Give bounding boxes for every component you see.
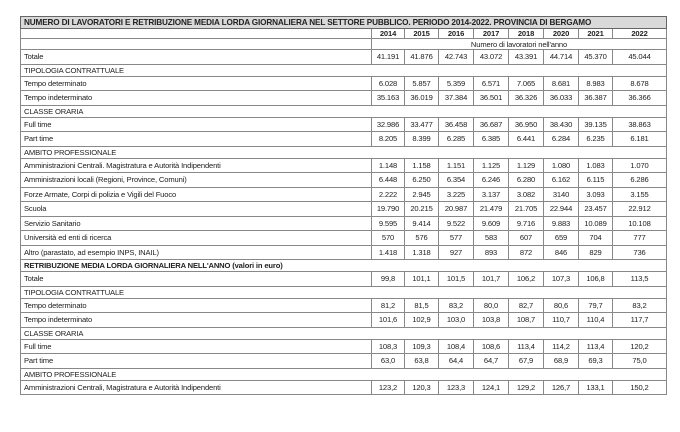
value-cell-2020: 68,9 — [544, 354, 579, 369]
table-row — [21, 50, 667, 65]
value-cell-2015: 8.399 — [405, 132, 439, 147]
value-cell-2017: 80,0 — [474, 298, 509, 313]
value-cell-2017: 893 — [474, 245, 509, 260]
value-cell-2021: 1.083 — [579, 158, 613, 173]
value-cell-2016: 20.987 — [439, 202, 474, 217]
row-label: Tempo indeterminato — [21, 313, 372, 328]
public-sector-workers-table — [20, 16, 667, 395]
value-cell-2020: 114,2 — [544, 339, 579, 354]
value-cell-2022: 150,2 — [613, 380, 667, 395]
value-cell-2022: 83,2 — [613, 298, 667, 313]
value-cell-2020: 659 — [544, 231, 579, 246]
row-label: Tempo determinato — [21, 298, 372, 313]
value-cell-2014: 99,8 — [372, 272, 405, 287]
value-cell-2016: 123,3 — [439, 380, 474, 395]
table-row — [21, 173, 667, 188]
value-cell-2015: 576 — [405, 231, 439, 246]
value-cell-2020: 36.033 — [544, 91, 579, 106]
value-cell-2014: 570 — [372, 231, 405, 246]
value-cell-2020: 110,7 — [544, 313, 579, 328]
value-cell-2017: 583 — [474, 231, 509, 246]
value-cell-2022: 3.155 — [613, 187, 667, 202]
value-cell-2018: 3.082 — [509, 187, 544, 202]
value-cell-2014: 9.595 — [372, 216, 405, 231]
wage-section-header-row — [21, 260, 667, 272]
value-cell-2018: 108,7 — [509, 313, 544, 328]
value-cell-2020: 9.883 — [544, 216, 579, 231]
value-cell-2016: 103,0 — [439, 313, 474, 328]
value-cell-2016: 6.285 — [439, 132, 474, 147]
value-cell-2017: 108,6 — [474, 339, 509, 354]
value-cell-2018: 36.326 — [509, 91, 544, 106]
value-cell-2020: 22.944 — [544, 202, 579, 217]
value-cell-2017: 6.571 — [474, 76, 509, 91]
value-cell-2021: 110,4 — [579, 313, 613, 328]
table-row — [21, 380, 667, 395]
value-cell-2021: 8.983 — [579, 76, 613, 91]
value-cell-2014: 81,2 — [372, 298, 405, 313]
value-cell-2014: 41.191 — [372, 50, 405, 65]
value-cell-2022: 8.678 — [613, 76, 667, 91]
value-cell-2022: 117,7 — [613, 313, 667, 328]
value-cell-2017: 36.501 — [474, 91, 509, 106]
value-cell-2022: 113,5 — [613, 272, 667, 287]
value-cell-2017: 9.609 — [474, 216, 509, 231]
value-cell-2018: 9.716 — [509, 216, 544, 231]
wage-header-unit: (valori in euro) — [232, 261, 283, 270]
table-row — [21, 231, 667, 246]
value-cell-2014: 123,2 — [372, 380, 405, 395]
value-cell-2018: 6.280 — [509, 173, 544, 188]
value-cell-2015: 33.477 — [405, 117, 439, 132]
section-label: AMBITO PROFESSIONALE — [21, 368, 667, 380]
value-cell-2018: 129,2 — [509, 380, 544, 395]
workers-subtitle-row — [21, 39, 667, 50]
value-cell-2021: 36.387 — [579, 91, 613, 106]
row-label: Forze Armate, Corpi di polizia e Vigili del Fuoco — [21, 187, 372, 202]
value-cell-2022: 38.863 — [613, 117, 667, 132]
value-cell-2018: 106,2 — [509, 272, 544, 287]
value-cell-2018: 82,7 — [509, 298, 544, 313]
row-label: Totale — [21, 50, 372, 65]
row-label: Full time — [21, 117, 372, 132]
value-cell-2016: 9.522 — [439, 216, 474, 231]
value-cell-2018: 872 — [509, 245, 544, 260]
value-cell-2022: 120,2 — [613, 339, 667, 354]
row-label: Amministrazioni locali (Regioni, Province, Comuni) — [21, 173, 372, 188]
value-cell-2014: 8.205 — [372, 132, 405, 147]
year-header-2017: 2017 — [474, 29, 509, 39]
row-label: Totale — [21, 272, 372, 287]
value-cell-2018: 36.950 — [509, 117, 544, 132]
value-cell-2021: 704 — [579, 231, 613, 246]
value-cell-2020: 107,3 — [544, 272, 579, 287]
table-row — [21, 132, 667, 147]
wage-header-title: RETRIBUZIONE MEDIA LORDA GIORNALIERA NELL'ANNO — [24, 261, 231, 270]
row-label: Scuola — [21, 202, 372, 217]
year-header-2016: 2016 — [439, 29, 474, 39]
value-cell-2018: 43.391 — [509, 50, 544, 65]
table-row — [21, 158, 667, 173]
value-cell-2022: 36.366 — [613, 91, 667, 106]
value-cell-2020: 6.284 — [544, 132, 579, 147]
value-cell-2014: 35.163 — [372, 91, 405, 106]
value-cell-2014: 32.986 — [372, 117, 405, 132]
section-header-row — [21, 286, 667, 298]
value-cell-2022: 6.286 — [613, 173, 667, 188]
value-cell-2020: 44.714 — [544, 50, 579, 65]
year-header-2022: 2022 — [613, 29, 667, 39]
table-row — [21, 245, 667, 260]
value-cell-2016: 5.359 — [439, 76, 474, 91]
year-header-row — [21, 29, 667, 39]
table-row — [21, 91, 667, 106]
table-row — [21, 216, 667, 231]
value-cell-2021: 45.370 — [579, 50, 613, 65]
row-label: Amministrazioni Centrali. Magistratura e Autorità Indipendenti — [21, 158, 372, 173]
table-row — [21, 272, 667, 287]
value-cell-2021: 69,3 — [579, 354, 613, 369]
value-cell-2021: 6.115 — [579, 173, 613, 188]
value-cell-2017: 103,8 — [474, 313, 509, 328]
value-cell-2014: 1.418 — [372, 245, 405, 260]
value-cell-2018: 67,9 — [509, 354, 544, 369]
value-cell-2015: 102,9 — [405, 313, 439, 328]
value-cell-2016: 108,4 — [439, 339, 474, 354]
value-cell-2016: 927 — [439, 245, 474, 260]
value-cell-2015: 1.158 — [405, 158, 439, 173]
value-cell-2020: 6.162 — [544, 173, 579, 188]
value-cell-2020: 80,6 — [544, 298, 579, 313]
row-label: Altro (parastato, ad esempio INPS, INAIL) — [21, 245, 372, 260]
value-cell-2016: 3.225 — [439, 187, 474, 202]
value-cell-2015: 9.414 — [405, 216, 439, 231]
year-header-2020: 2020 — [544, 29, 579, 39]
value-cell-2016: 37.384 — [439, 91, 474, 106]
value-cell-2021: 133,1 — [579, 380, 613, 395]
value-cell-2022: 6.181 — [613, 132, 667, 147]
section-label: AMBITO PROFESSIONALE — [21, 146, 667, 158]
year-header-2014: 2014 — [372, 29, 405, 39]
value-cell-2021: 79,7 — [579, 298, 613, 313]
table-row — [21, 313, 667, 328]
table-title: NUMERO DI LAVORATORI E RETRIBUZIONE MEDIA LORDA GIORNALIERA NEL SETTORE PUBBLICO. PERIODO 2014-2022. PROVINCIA DI BERGAMO — [21, 17, 667, 29]
year-header-2021: 2021 — [579, 29, 613, 39]
section-header-row — [21, 368, 667, 380]
table-row — [21, 117, 667, 132]
value-cell-2015: 1.318 — [405, 245, 439, 260]
row-label: Tempo indeterminato — [21, 91, 372, 106]
value-cell-2018: 607 — [509, 231, 544, 246]
wage-section-header — [21, 260, 667, 272]
value-cell-2022: 45.044 — [613, 50, 667, 65]
value-cell-2021: 10.089 — [579, 216, 613, 231]
value-cell-2015: 6.250 — [405, 173, 439, 188]
value-cell-2022: 1.070 — [613, 158, 667, 173]
table-row — [21, 187, 667, 202]
value-cell-2014: 6.028 — [372, 76, 405, 91]
empty-cell — [21, 39, 372, 50]
year-header-2015: 2015 — [405, 29, 439, 39]
value-cell-2021: 106,8 — [579, 272, 613, 287]
value-cell-2015: 120,3 — [405, 380, 439, 395]
value-cell-2014: 19.790 — [372, 202, 405, 217]
value-cell-2016: 6.354 — [439, 173, 474, 188]
value-cell-2014: 2.222 — [372, 187, 405, 202]
table-row — [21, 76, 667, 91]
row-label: Amministrazioni Centrali, Magistratura e Autorità Indipendenti — [21, 380, 372, 395]
value-cell-2018: 21.705 — [509, 202, 544, 217]
value-cell-2022: 10.108 — [613, 216, 667, 231]
value-cell-2017: 3.137 — [474, 187, 509, 202]
value-cell-2016: 1.151 — [439, 158, 474, 173]
value-cell-2018: 7.065 — [509, 76, 544, 91]
value-cell-2017: 6.246 — [474, 173, 509, 188]
value-cell-2022: 777 — [613, 231, 667, 246]
section-label: CLASSE ORARIA — [21, 105, 667, 117]
table-title-row — [21, 17, 667, 29]
value-cell-2020: 3140 — [544, 187, 579, 202]
value-cell-2015: 63,8 — [405, 354, 439, 369]
value-cell-2014: 1.148 — [372, 158, 405, 173]
value-cell-2018: 113,4 — [509, 339, 544, 354]
value-cell-2014: 101,6 — [372, 313, 405, 328]
value-cell-2017: 21.479 — [474, 202, 509, 217]
value-cell-2017: 1.125 — [474, 158, 509, 173]
section-label: CLASSE ORARIA — [21, 327, 667, 339]
value-cell-2020: 846 — [544, 245, 579, 260]
section-header-row — [21, 64, 667, 76]
value-cell-2017: 124,1 — [474, 380, 509, 395]
value-cell-2021: 829 — [579, 245, 613, 260]
value-cell-2021: 23.457 — [579, 202, 613, 217]
value-cell-2016: 36.458 — [439, 117, 474, 132]
row-label: Tempo determinato — [21, 76, 372, 91]
section-header-row — [21, 105, 667, 117]
value-cell-2015: 36.019 — [405, 91, 439, 106]
value-cell-2016: 577 — [439, 231, 474, 246]
value-cell-2014: 108,3 — [372, 339, 405, 354]
value-cell-2017: 36.687 — [474, 117, 509, 132]
row-label: Università ed enti di ricerca — [21, 231, 372, 246]
row-label: Full time — [21, 339, 372, 354]
value-cell-2016: 64,4 — [439, 354, 474, 369]
section-header-row — [21, 146, 667, 158]
value-cell-2015: 101,1 — [405, 272, 439, 287]
row-label: Servizio Sanitario — [21, 216, 372, 231]
section-label: TIPOLOGIA CONTRATTUALE — [21, 286, 667, 298]
value-cell-2018: 1.129 — [509, 158, 544, 173]
value-cell-2017: 64,7 — [474, 354, 509, 369]
value-cell-2017: 101,7 — [474, 272, 509, 287]
value-cell-2015: 41.876 — [405, 50, 439, 65]
value-cell-2016: 42.743 — [439, 50, 474, 65]
section-header-row — [21, 327, 667, 339]
table-row — [21, 354, 667, 369]
value-cell-2022: 75,0 — [613, 354, 667, 369]
year-header-2018: 2018 — [509, 29, 544, 39]
value-cell-2015: 20.215 — [405, 202, 439, 217]
value-cell-2015: 109,3 — [405, 339, 439, 354]
value-cell-2017: 43.072 — [474, 50, 509, 65]
row-label: Part time — [21, 354, 372, 369]
value-cell-2018: 6.441 — [509, 132, 544, 147]
empty-header-cell — [21, 29, 372, 39]
value-cell-2021: 113,4 — [579, 339, 613, 354]
value-cell-2021: 6.235 — [579, 132, 613, 147]
table-row — [21, 339, 667, 354]
value-cell-2015: 81,5 — [405, 298, 439, 313]
value-cell-2022: 736 — [613, 245, 667, 260]
value-cell-2015: 5.857 — [405, 76, 439, 91]
value-cell-2014: 6.448 — [372, 173, 405, 188]
workers-subtitle: Numero di lavoratori nell'anno — [372, 39, 667, 50]
value-cell-2017: 6.385 — [474, 132, 509, 147]
value-cell-2015: 2.945 — [405, 187, 439, 202]
table-row — [21, 298, 667, 313]
value-cell-2022: 22.912 — [613, 202, 667, 217]
value-cell-2016: 83,2 — [439, 298, 474, 313]
value-cell-2020: 1.080 — [544, 158, 579, 173]
section-label: TIPOLOGIA CONTRATTUALE — [21, 64, 667, 76]
value-cell-2020: 126,7 — [544, 380, 579, 395]
value-cell-2021: 39.135 — [579, 117, 613, 132]
value-cell-2020: 38.430 — [544, 117, 579, 132]
value-cell-2016: 101,5 — [439, 272, 474, 287]
value-cell-2020: 8.681 — [544, 76, 579, 91]
value-cell-2021: 3.093 — [579, 187, 613, 202]
value-cell-2014: 63,0 — [372, 354, 405, 369]
table-row — [21, 202, 667, 217]
row-label: Part time — [21, 132, 372, 147]
